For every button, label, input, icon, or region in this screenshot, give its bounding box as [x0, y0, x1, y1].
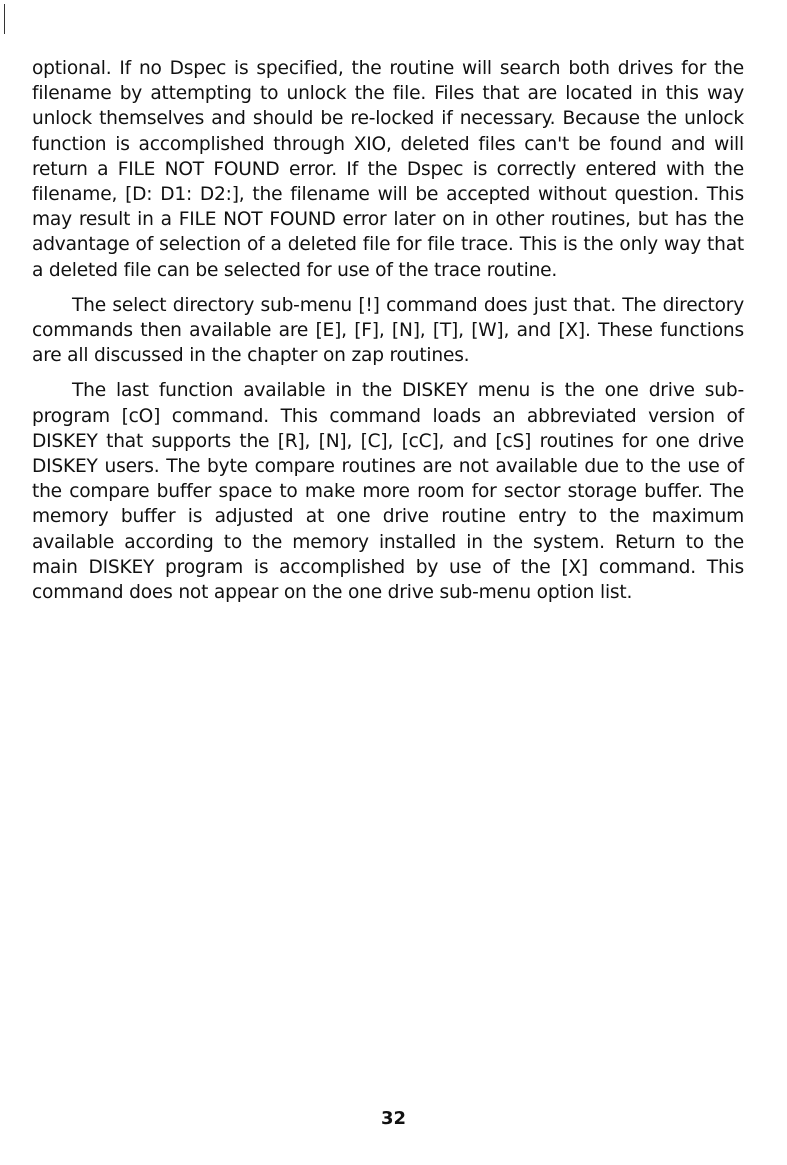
document-body: [32, 56, 744, 605]
paragraph-1: optional. If no Dspec is specified, the routine will search both drives for the filename by attempting to unlock the file. Files that are located in this way unlock themselves and should be re-locked if necessary. Because the unlock function is accomplished through XIO, deleted files can't be found and will return a FILE NOT FOUND error. If the Dspec is correctly entered with the filename, [D: D1: D2:], the filename will be accepted without question. This may result in a FILE NOT FOUND error later on in other routines, but has the advantage of selection of a deleted file for file trace. This is the only way that a deleted file can be selected for use of the trace routine.: [32, 58, 744, 281]
page-number: 32: [380, 1108, 407, 1129]
paragraph-2: The select directory sub-menu [!] command does just that. The directory commands then available are [E], [F], [N], [T], [W], and [X]. These functions are all discussed in the chapter on zap routines.: [32, 294, 744, 367]
paragraph-3: The last function available in the DISKEY menu is the one drive sub-program [cO] command. This command loads an abbreviated version of DISKEY that supports the [R], [N], [C], [cC], and [cS] routines for one drive DISKEY users. The byte compare routines are not available due to the use of the compare buffer space to make more room for sector storage buffer. The memory buffer is adjusted at one drive routine entry to the maximum available according to the memory installed in the system. Return to the main DISKEY program is accomplished by use of the [X] command. This command does not appear on the one drive sub-menu option list.: [32, 380, 744, 604]
margin-mark: [4, 4, 5, 34]
